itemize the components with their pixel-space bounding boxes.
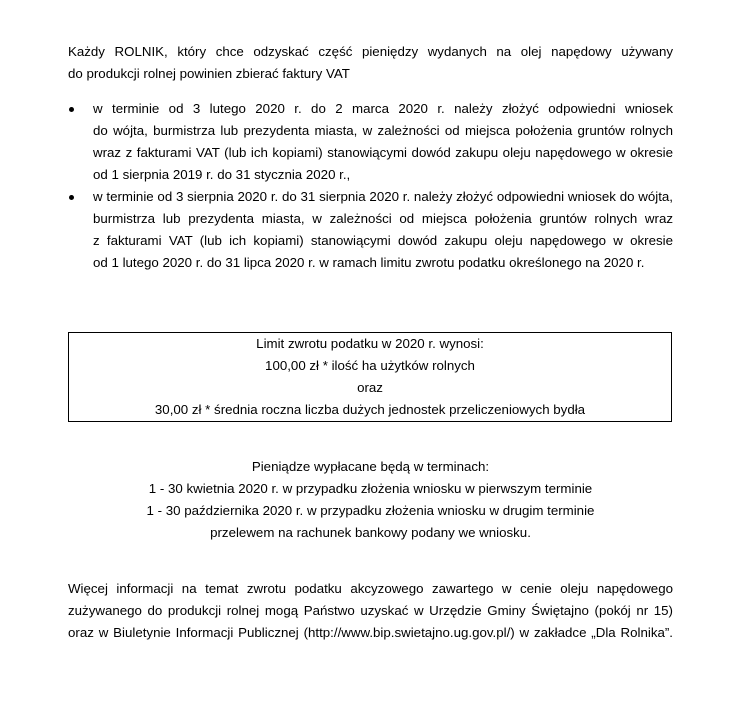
payout-schedule <box>68 456 673 544</box>
bullet-line: burmistrza lub prezydenta miasta, w zależności od miejsca położenia gruntów rolnych wraz <box>93 211 673 226</box>
limit-cattle-rate: 30,00 zł * średnia roczna liczba dużych jednostek przeliczeniowych bydła <box>154 402 586 417</box>
bullet-line: w terminie od 3 sierpnia 2020 r. do 31 sierpnia 2020 r. należy złożyć odpowiedni wniosek do wójta, <box>93 189 673 204</box>
info-line: oraz w Biuletynie Informacji Publicznej (http://www.bip.swietajno.ug.gov.pl/) w zakładce „Dla Rolnika”. <box>68 625 673 640</box>
tax-limit-box <box>68 332 672 422</box>
intro-paragraph <box>68 41 673 85</box>
bullet-list <box>68 98 673 274</box>
intro-line: do produkcji rolnej powinien zbierać faktury VAT <box>68 66 350 81</box>
bullet-item-first-term <box>68 98 673 186</box>
bullet-line: do wójta, burmistrza lub prezydenta miasta, w zależności od miejsca położenia gruntów rolnych <box>93 123 673 138</box>
intro-line: Każdy ROLNIK, który chce odzyskać część pieniędzy wydanych na olej napędowy używany <box>68 44 673 59</box>
bullet-icon <box>69 107 74 112</box>
bullet-line: w terminie od 3 lutego 2020 r. do 2 marca 2020 r. należy złożyć odpowiedni wniosek <box>93 101 673 116</box>
payout-method: przelewem na rachunek bankowy podany we wniosku. <box>210 525 531 540</box>
bullet-item-second-term <box>68 186 673 274</box>
limit-land-rate: 100,00 zł * ilość ha użytków rolnych <box>265 358 475 373</box>
bullet-line: od 1 lutego 2020 r. do 31 lipca 2020 r. w ramach limitu zwrotu podatku określonego na 2020 r. <box>93 255 645 270</box>
limit-heading: Limit zwrotu podatku w 2020 r. wynosi: <box>256 336 484 351</box>
bullet-icon <box>69 195 74 200</box>
payout-heading: Pieniądze wypłacane będą w terminach: <box>251 459 490 474</box>
bullet-line: z fakturami VAT (lub ich kopiami) stanowiącymi dowód zakupu oleju napędowego w okresie <box>93 233 673 248</box>
info-line: zużywanego do produkcji rolnej mogą Państwo uzyskać w Urzędzie Gminy Świętajno (pokój nr 15) <box>68 603 673 618</box>
more-info-paragraph <box>68 578 673 644</box>
limit-conjunction: oraz <box>357 380 383 395</box>
bullet-line: wraz z fakturami VAT (lub ich kopiami) stanowiącymi dowód zakupu oleju napędowego w okresie <box>93 145 673 160</box>
info-line: Więcej informacji na temat zwrotu podatku akcyzowego zawartego w cenie oleju napędowego <box>68 581 673 596</box>
bullet-line: od 1 sierpnia 2019 r. do 31 stycznia 2020 r., <box>93 167 351 182</box>
payout-first-term: 1 - 30 kwietnia 2020 r. w przypadku złożenia wniosku w pierwszym terminie <box>148 481 593 496</box>
payout-second-term: 1 - 30 października 2020 r. w przypadku złożenia wniosku w drugim terminie <box>146 503 595 518</box>
